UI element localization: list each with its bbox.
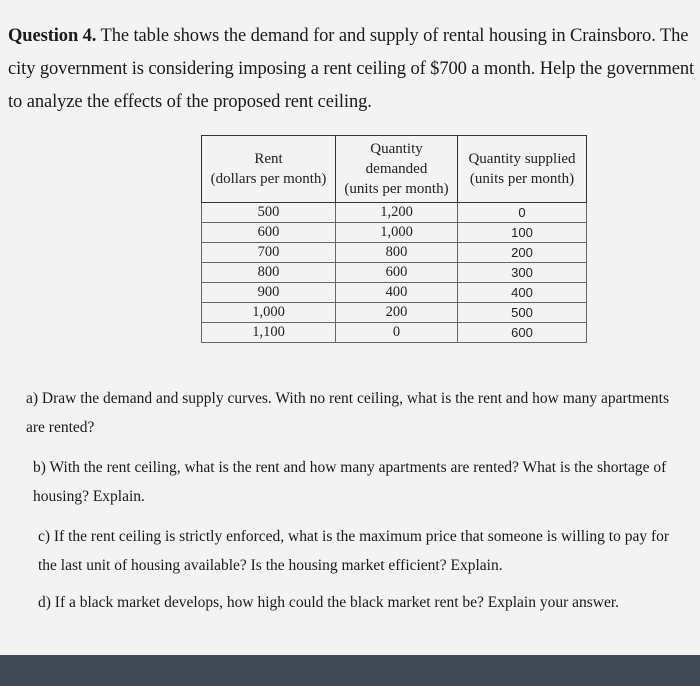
quantity-supplied-cell: 500 bbox=[458, 303, 587, 323]
rent-cell: 1,100 bbox=[202, 323, 336, 343]
quantity-demanded-cell: 1,200 bbox=[336, 203, 458, 223]
header-quantity-supplied bbox=[458, 136, 587, 203]
rent-cell: 600 bbox=[202, 223, 336, 243]
quantity-supplied-cell: 300 bbox=[458, 263, 587, 283]
table-row bbox=[202, 223, 587, 243]
header-qs-line1: Quantity supplied bbox=[468, 151, 576, 167]
question-body: The table shows the demand for and supply of rental housing in Crainsboro. The city government is considering imposing a rent ceiling of $700 a month. Help the government to analyze the effects of the proposed rent ceiling. bbox=[8, 26, 695, 112]
quantity-supplied-cell: 400 bbox=[458, 283, 587, 303]
part-d: d) If a black market develops, how high could the black market rent be? Explain your answer. bbox=[38, 594, 620, 611]
part-b: b) With the rent ceiling, what is the rent and how many apartments are rented? What is the shortage of housing? Explain. bbox=[33, 459, 667, 505]
question-text bbox=[8, 20, 696, 119]
header-rent bbox=[202, 136, 336, 203]
table-row bbox=[202, 243, 587, 263]
part-c: c) If the rent ceiling is strictly enforced, what is the maximum price that someone is willing to pay for the last unit of housing available? Is the housing market efficient? Explain. bbox=[38, 528, 670, 574]
header-qs-line2: (units per month) bbox=[469, 171, 575, 187]
housing-table bbox=[201, 135, 587, 343]
bottom-bar bbox=[0, 655, 700, 686]
table-row bbox=[202, 263, 587, 283]
quantity-demanded-cell: 400 bbox=[336, 283, 458, 303]
table-header-row bbox=[202, 136, 587, 203]
quantity-demanded-cell: 800 bbox=[336, 243, 458, 263]
quantity-demanded-cell: 200 bbox=[336, 303, 458, 323]
quantity-supplied-cell: 100 bbox=[458, 223, 587, 243]
header-rent-line1: Rent bbox=[254, 151, 283, 167]
quantity-supplied-cell: 600 bbox=[458, 323, 587, 343]
header-qd-line1: Quantity bbox=[370, 141, 423, 157]
rent-cell: 800 bbox=[202, 263, 336, 283]
header-rent-line2: (dollars per month) bbox=[210, 171, 327, 187]
question-parts bbox=[26, 384, 686, 617]
rent-cell: 500 bbox=[202, 203, 336, 223]
header-qd-line3: (units per month) bbox=[344, 181, 449, 197]
table-row bbox=[202, 323, 587, 343]
rent-cell: 700 bbox=[202, 243, 336, 263]
housing-table-container bbox=[201, 135, 587, 343]
header-qd-line2: demanded bbox=[365, 161, 428, 177]
quantity-demanded-cell: 0 bbox=[336, 323, 458, 343]
quantity-demanded-cell: 600 bbox=[336, 263, 458, 283]
table-row bbox=[202, 283, 587, 303]
quantity-demanded-cell: 1,000 bbox=[336, 223, 458, 243]
header-quantity-demanded bbox=[336, 136, 458, 203]
table-row bbox=[202, 203, 587, 223]
quantity-supplied-cell: 200 bbox=[458, 243, 587, 263]
question-number: Question 4. bbox=[8, 26, 97, 46]
part-a: a) Draw the demand and supply curves. With no rent ceiling, what is the rent and how many apartments are rented? bbox=[26, 390, 670, 436]
quantity-supplied-cell: 0 bbox=[458, 203, 587, 223]
rent-cell: 1,000 bbox=[202, 303, 336, 323]
rent-cell: 900 bbox=[202, 283, 336, 303]
table-row bbox=[202, 303, 587, 323]
